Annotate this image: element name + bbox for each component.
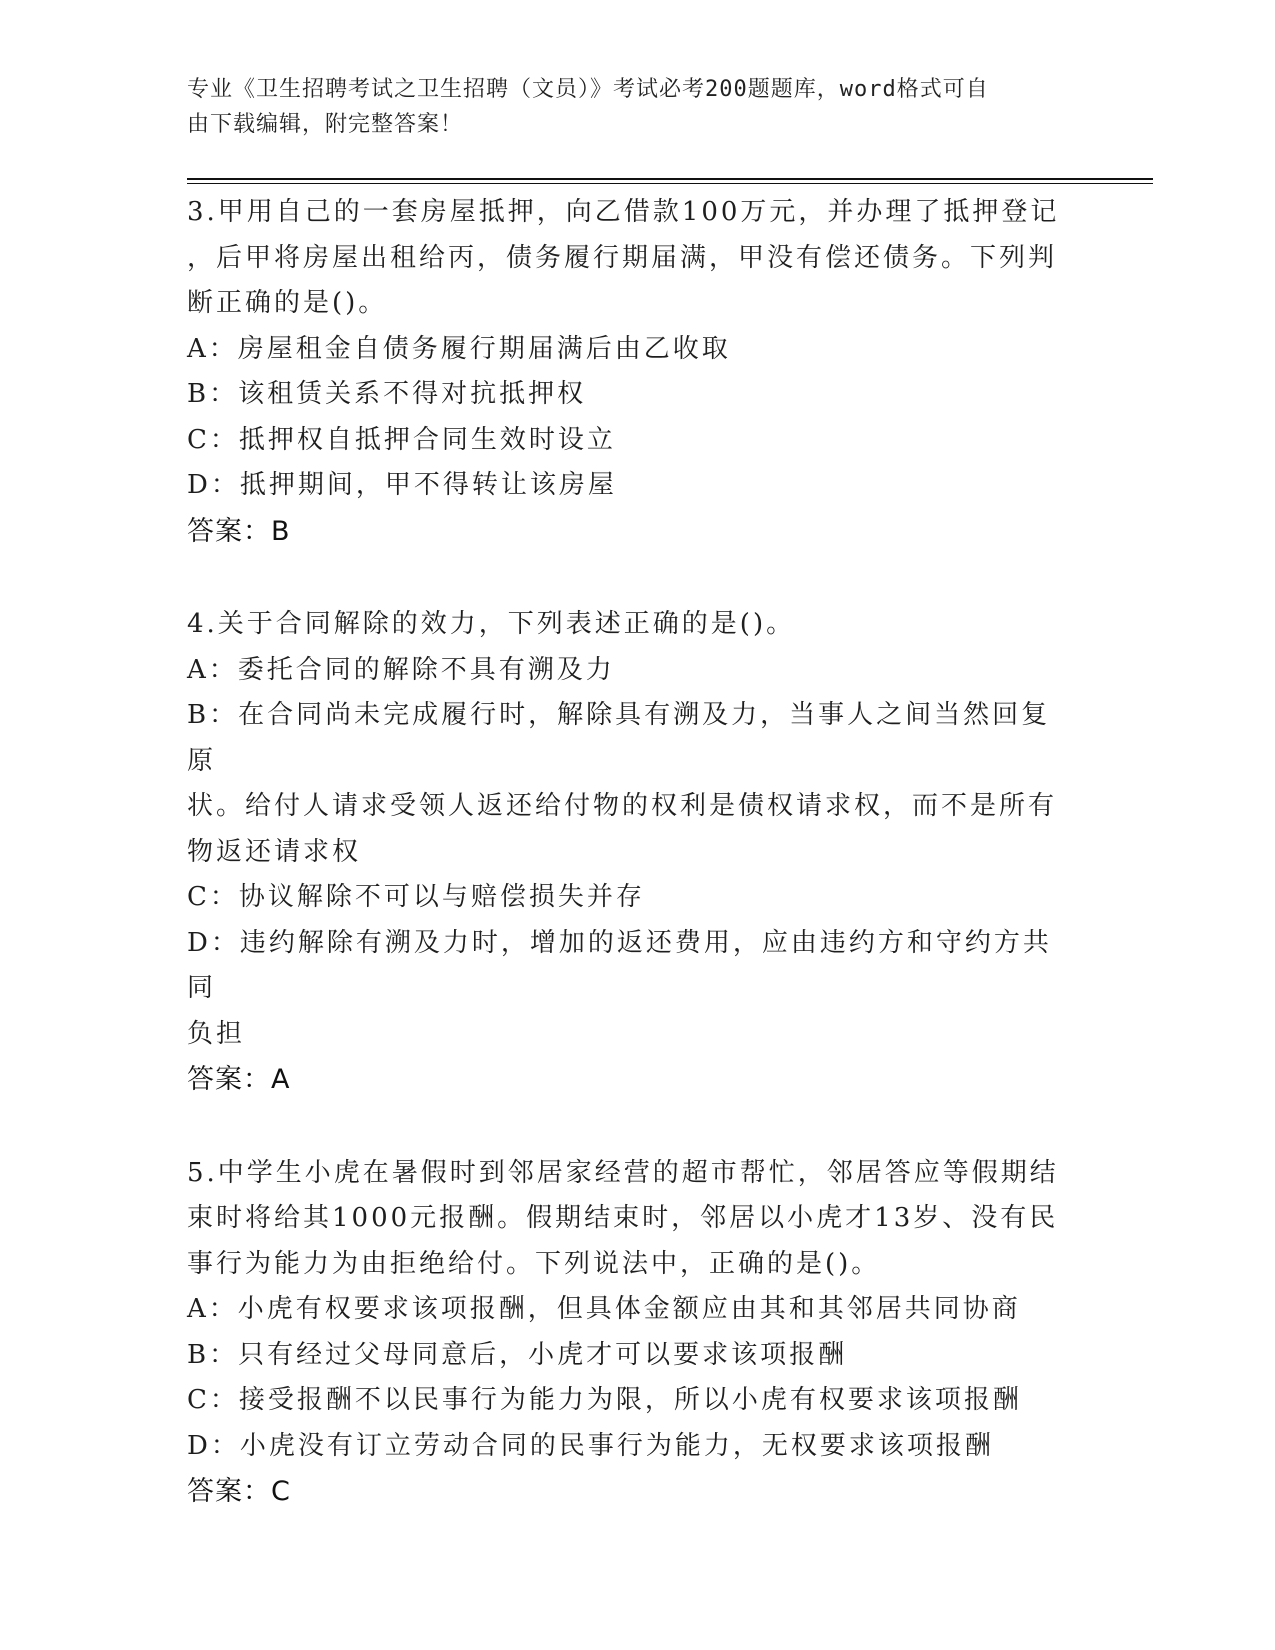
option-d-line: 负担 <box>187 1018 246 1049</box>
header-divider-thin <box>187 183 1153 184</box>
answer-label: 答案：A <box>187 1064 291 1095</box>
option-b <box>187 693 1077 875</box>
option-b: B：该租赁关系不得对抗抵押权 <box>187 379 587 409</box>
option-c: C：协议解除不可以与赔偿损失并存 <box>187 882 645 912</box>
option-b-line: 物返还请求权 <box>187 836 362 867</box>
option-a: A：小虎有权要求该项报酬，但具体金额应由其和其邻居共同协商 <box>187 1294 1021 1324</box>
option-c: C：接受报酬不以民事行为能力为限，所以小虎有权要求该项报酬 <box>187 1385 1022 1415</box>
question-stem-line: 束时将给其1000元报酬。假期结束时，邻居以小虎才13岁、没有民 <box>187 1203 1059 1233</box>
question-list <box>187 190 1077 1563</box>
question-stem-line: 事行为能力为由拒绝给付。下列说法中，正确的是()。 <box>187 1248 881 1279</box>
question-3 <box>187 190 1077 554</box>
header-line-2: 由下载编辑，附完整答案！ <box>187 112 464 137</box>
option-a: A：委托合同的解除不具有溯及力 <box>187 654 615 685</box>
header-line-1: 专业《卫生招聘考试之卫生招聘（文员）》考试必考200题题库，word格式可自 <box>187 77 989 102</box>
question-stem-line: ，后甲将房屋出租给丙，债务履行期届满，甲没有偿还债务。下列判 <box>187 242 1058 273</box>
header-divider-thick <box>187 178 1153 180</box>
question-stem-line: 4.关于合同解除的效力，下列表述正确的是()。 <box>187 609 796 639</box>
option-b-line: B：在合同尚未完成履行时，解除具有溯及力，当事人之间当然回复原 <box>187 700 1051 776</box>
question-4 <box>187 602 1077 1103</box>
option-d-line: D：违约解除有溯及力时，增加的返还费用，应由违约方和守约方共同 <box>187 927 1052 1003</box>
option-c: C：抵押权自抵押合同生效时设立 <box>187 424 616 455</box>
option-b: B：只有经过父母同意后，小虎才可以要求该项报酬 <box>187 1339 848 1370</box>
option-d <box>187 921 1077 1058</box>
option-b-line: 状。给付人请求受领人返还给付物的权利是债权请求权，而不是所有 <box>187 791 1058 821</box>
option-d: D：抵押期间，甲不得转让该房屋 <box>187 470 617 500</box>
answer-label: 答案：B <box>187 515 291 547</box>
option-a: A：房屋租金自债务履行期届满后由乙收取 <box>187 333 731 364</box>
question-5 <box>187 1151 1077 1515</box>
option-d: D：小虎没有订立劳动合同的民事行为能力，无权要求该项报酬 <box>187 1430 994 1461</box>
question-stem-line: 断正确的是()。 <box>187 288 388 318</box>
question-stem-line: 5.中学生小虎在暑假时到邻居家经营的超市帮忙，邻居答应等假期结 <box>187 1157 1059 1188</box>
question-stem-line: 3.甲用自己的一套房屋抵押，向乙借款100万元，并办理了抵押登记 <box>187 197 1060 227</box>
document-header <box>187 72 1067 142</box>
answer-label: 答案：C <box>187 1476 291 1507</box>
